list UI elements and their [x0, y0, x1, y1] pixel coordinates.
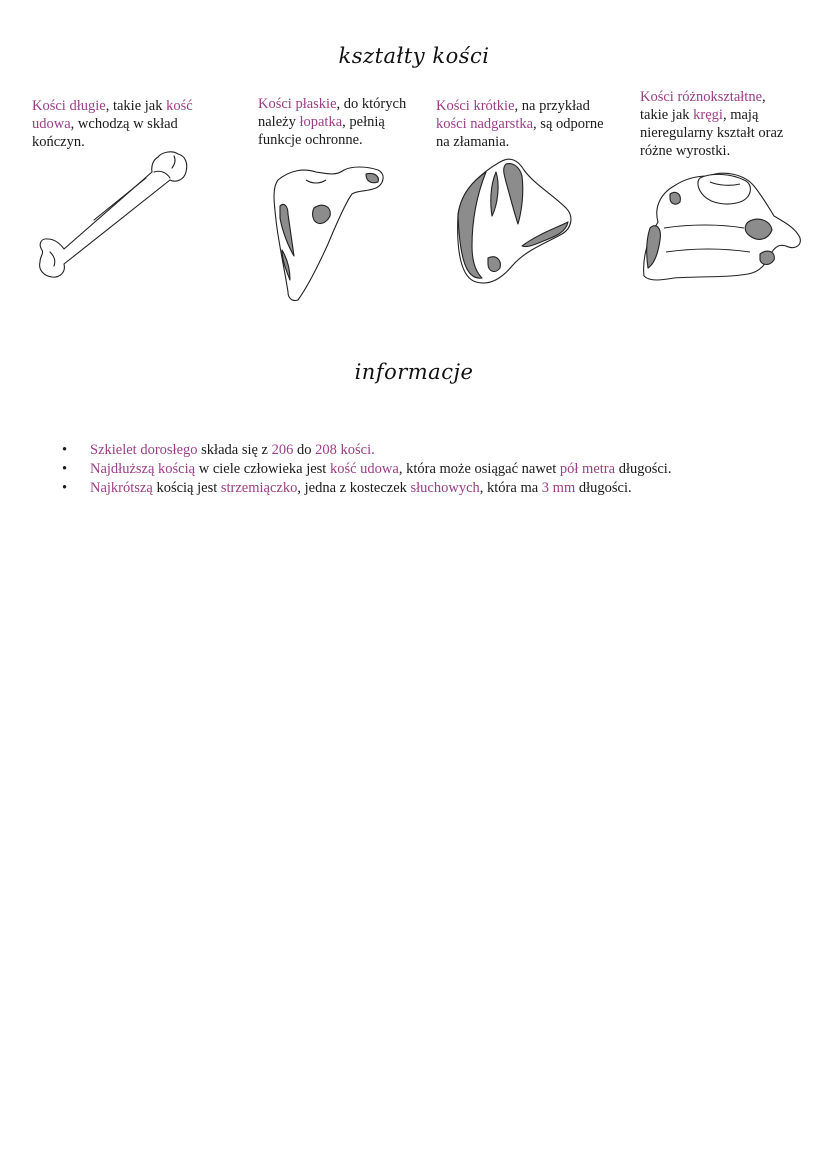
long-bone-description — [32, 97, 212, 151]
highlighted-term: Kości płaskie — [258, 96, 337, 112]
highlighted-term: Szkielet dorosłego — [90, 442, 198, 458]
text-segment: , do których należy — [258, 96, 407, 130]
highlighted-term: strzemiączko — [220, 480, 298, 496]
text-segment: , takie jak — [105, 98, 167, 114]
femur-illustration — [34, 146, 194, 282]
highlighted-term: kości nadgarstka — [436, 116, 534, 132]
list-item-text — [90, 442, 375, 458]
section-title-bone-shapes: kształty kości — [338, 44, 490, 68]
highlighted-term: Kości krótkie — [436, 98, 515, 114]
highlighted-term: słuchowych — [410, 480, 480, 496]
irregular-bone-description — [640, 88, 790, 160]
list-item — [62, 441, 802, 460]
bullet: • — [62, 461, 68, 477]
text-segment: , na przykład — [514, 98, 590, 114]
list-item-text — [90, 480, 632, 496]
text-segment: , jedna z kosteczek — [297, 480, 411, 496]
highlighted-term: Najdłuższą kością — [90, 461, 196, 477]
text-segment: , wchodzą w skład kończyn. — [32, 116, 178, 150]
short-bone-description — [436, 97, 606, 151]
text-segment: , mają nieregularny kształt oraz różne wyrostki. — [640, 107, 784, 159]
text-segment: do — [293, 442, 316, 458]
highlighted-term: Kości długie — [32, 98, 106, 114]
text-segment: , która może osiągać nawet — [398, 461, 560, 477]
highlighted-term: Kości różnokształtne — [640, 89, 763, 105]
highlighted-term: 208 kości. — [315, 442, 375, 458]
vertebra-illustration — [640, 168, 804, 290]
scapula-illustration — [266, 162, 390, 304]
list-item — [62, 460, 802, 479]
highlighted-term: 3 mm — [541, 480, 576, 496]
highlighted-term: 206 — [271, 442, 294, 458]
highlighted-term: kręgi — [693, 107, 723, 123]
section-title-information: informacje — [354, 360, 474, 384]
carpal-bone-illustration — [452, 154, 576, 290]
flat-bone-description — [258, 95, 420, 149]
list-item-text — [90, 461, 671, 477]
highlighted-term: kość udowa — [329, 461, 399, 477]
text-segment: , pełnią funkcje ochronne. — [258, 114, 385, 148]
highlighted-term: Najkrótszą — [90, 480, 153, 496]
text-segment: długości. — [575, 480, 632, 496]
text-segment: , która ma — [479, 480, 542, 496]
bullet: • — [62, 442, 68, 458]
highlighted-term: łopatka — [299, 114, 343, 130]
text-segment: w ciele człowieka jest — [195, 461, 330, 477]
text-segment: składa się z — [197, 442, 272, 458]
text-segment: , są odporne na złamania. — [436, 116, 604, 150]
text-segment: długości. — [615, 461, 672, 477]
highlighted-term: pół metra — [559, 461, 616, 477]
information-list — [62, 441, 802, 498]
text-segment: , takie jak — [640, 89, 766, 123]
text-segment: kością jest — [152, 480, 221, 496]
bullet: • — [62, 480, 68, 496]
list-item — [62, 479, 802, 498]
highlighted-term: kość udowa — [32, 98, 193, 132]
